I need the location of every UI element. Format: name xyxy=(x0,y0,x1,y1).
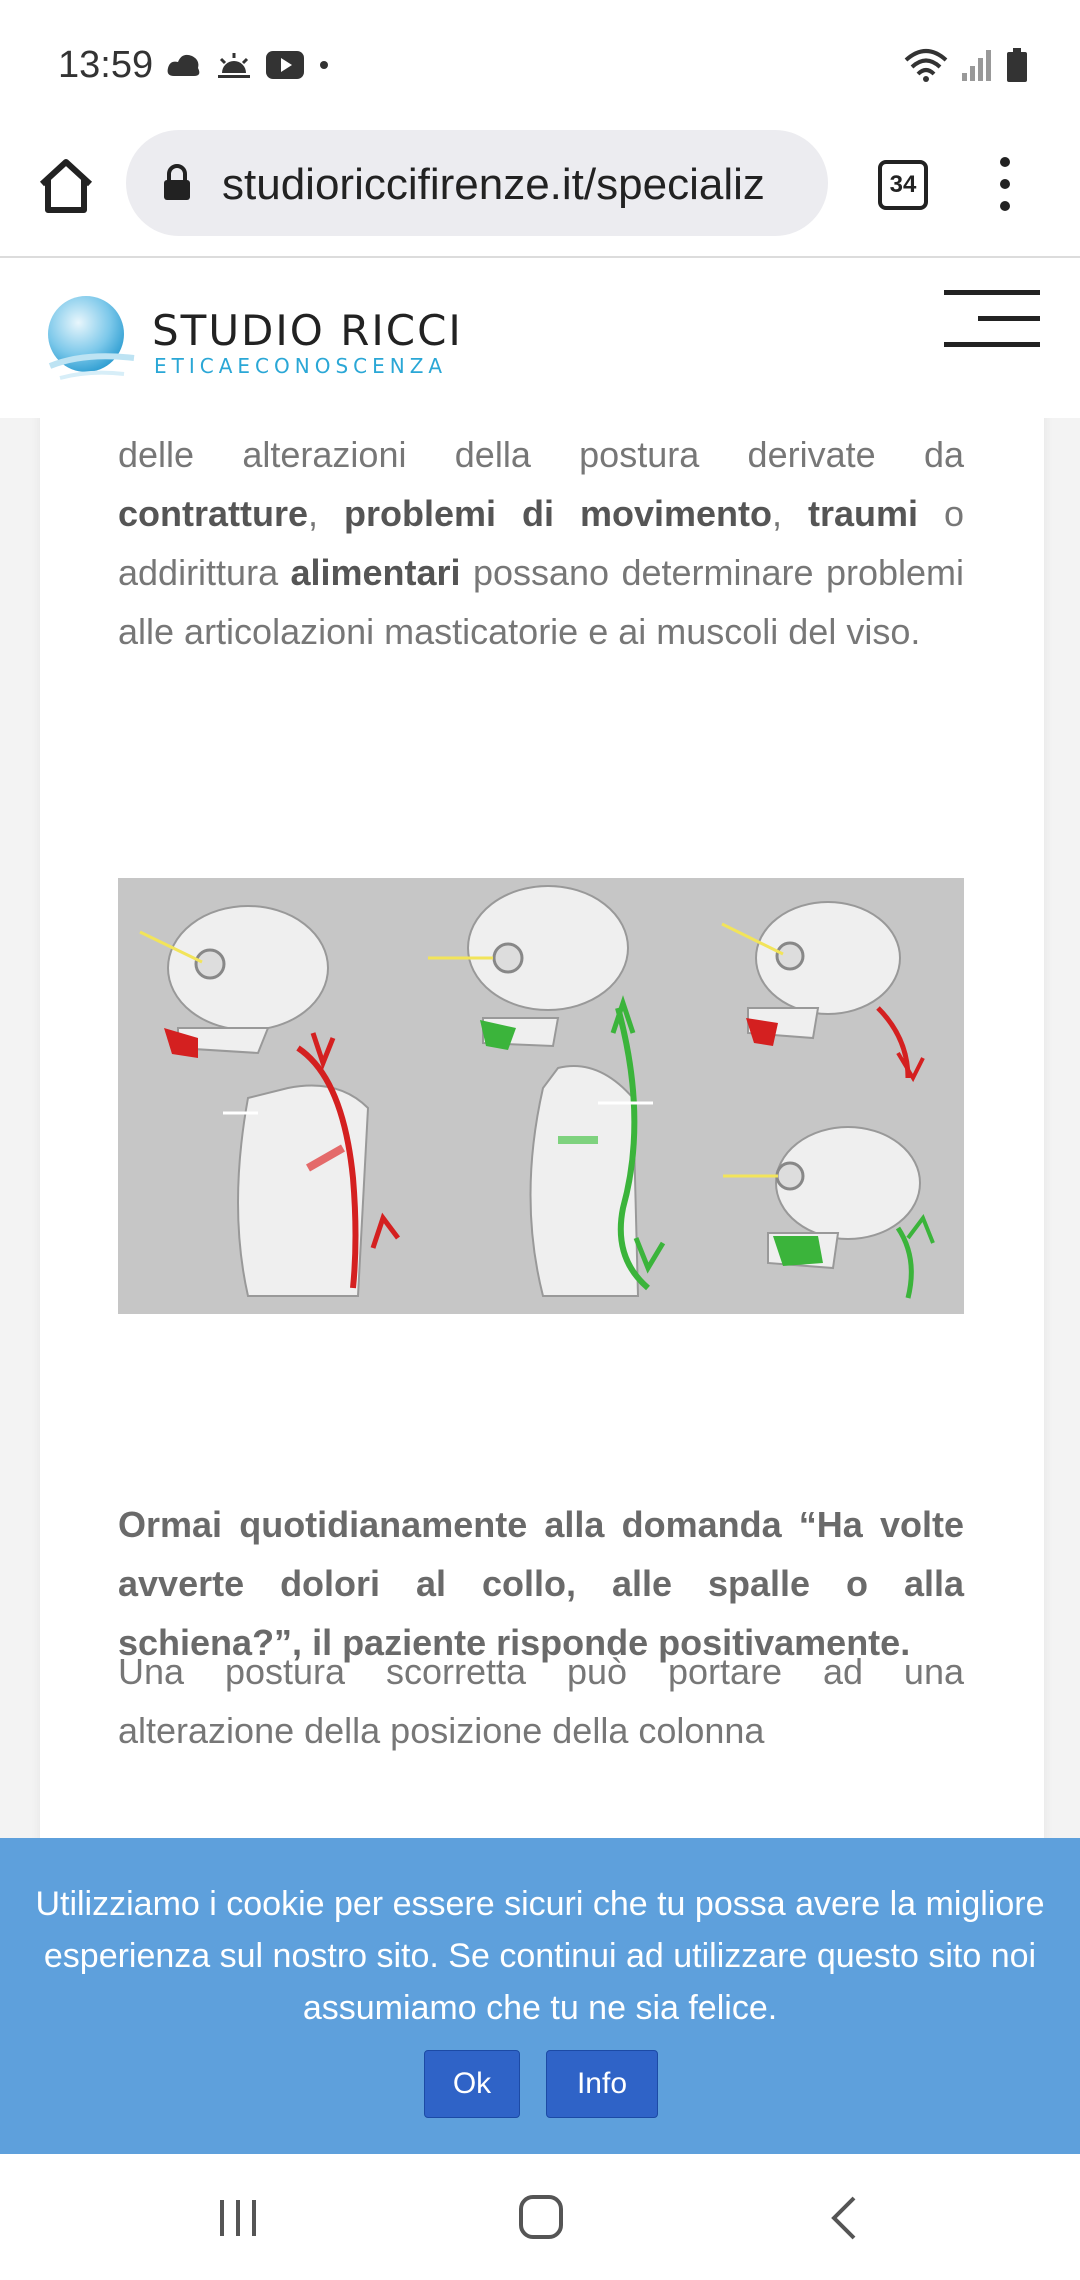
battery-icon xyxy=(1006,48,1028,82)
browser-toolbar xyxy=(0,126,1080,258)
system-navigation-bar xyxy=(0,2154,1080,2280)
cookie-info-button[interactable]: Info xyxy=(546,2050,658,2118)
cookie-message: Utilizziamo i cookie per essere sicuri che tu possa avere la migliore esperienza sul nostro sito. Se continui ad utilizzare questo sito noi assumiamo che tu ne sia felice. xyxy=(35,1885,1045,2027)
posture-illustration xyxy=(118,878,964,1314)
home-icon[interactable] xyxy=(34,154,98,218)
cloud-icon xyxy=(166,52,202,78)
lock-icon xyxy=(162,164,192,202)
dot-icon xyxy=(318,59,330,71)
wifi-icon xyxy=(904,48,948,82)
signal-icon xyxy=(962,49,992,81)
site-logo[interactable] xyxy=(44,288,484,388)
cookie-banner xyxy=(0,1838,1080,2154)
system-icons xyxy=(904,48,1028,82)
logo-title: STUDIO RICCI xyxy=(152,306,463,355)
skull-figure-correct xyxy=(428,886,663,1296)
sunrise-icon xyxy=(216,51,252,79)
site-header xyxy=(0,258,1080,418)
status-bar xyxy=(0,0,1080,126)
keyword-alimentari: alimentari xyxy=(290,552,461,593)
more-options-icon[interactable] xyxy=(990,154,1020,214)
logo-mark-icon xyxy=(44,288,144,388)
logo-subtitle: ETICAECONOSCENZA xyxy=(154,354,448,378)
back-icon[interactable] xyxy=(828,2196,858,2240)
skull-figure-small-red xyxy=(722,902,923,1078)
hamburger-menu-icon[interactable] xyxy=(944,284,1040,354)
address-bar[interactable] xyxy=(126,130,828,236)
posture-illustration-svg xyxy=(118,878,964,1314)
skull-figure-forward xyxy=(140,906,398,1296)
youtube-icon xyxy=(266,51,304,79)
keyword-movimento: problemi di movimento xyxy=(344,493,772,534)
home-nav-icon[interactable] xyxy=(518,2194,564,2240)
cookie-ok-button[interactable]: Ok xyxy=(424,2050,520,2118)
notification-icons xyxy=(166,50,330,80)
status-time: 13:59 xyxy=(58,44,154,86)
keyword-traumi: traumi xyxy=(807,493,918,534)
tab-switcher-button[interactable]: 34 xyxy=(878,160,928,210)
skull-figure-small-green xyxy=(723,1127,933,1298)
article-paragraph-question: Ormai quotidianamente alla domanda “Ha volte avverte dolori al collo, alle spalle o alla schiena?”, il paziente risponde positivamente. xyxy=(118,1504,964,1663)
recent-apps-icon[interactable] xyxy=(216,2198,260,2238)
article-paragraph-intro: delle alterazioni della postura derivate da contratture, problemi di movimento, traumi o addirittura alimentari possano determinare problemi alle articolazioni masticatorie e ai muscoli del viso. xyxy=(118,434,964,652)
article-paragraph-posture: Una postura scorretta può portare ad una alterazione della posizione della colonna xyxy=(118,1651,964,1751)
keyword-contratture: contratture xyxy=(118,493,309,534)
url-text: studioriccifirenze.it/specializ xyxy=(222,160,765,209)
